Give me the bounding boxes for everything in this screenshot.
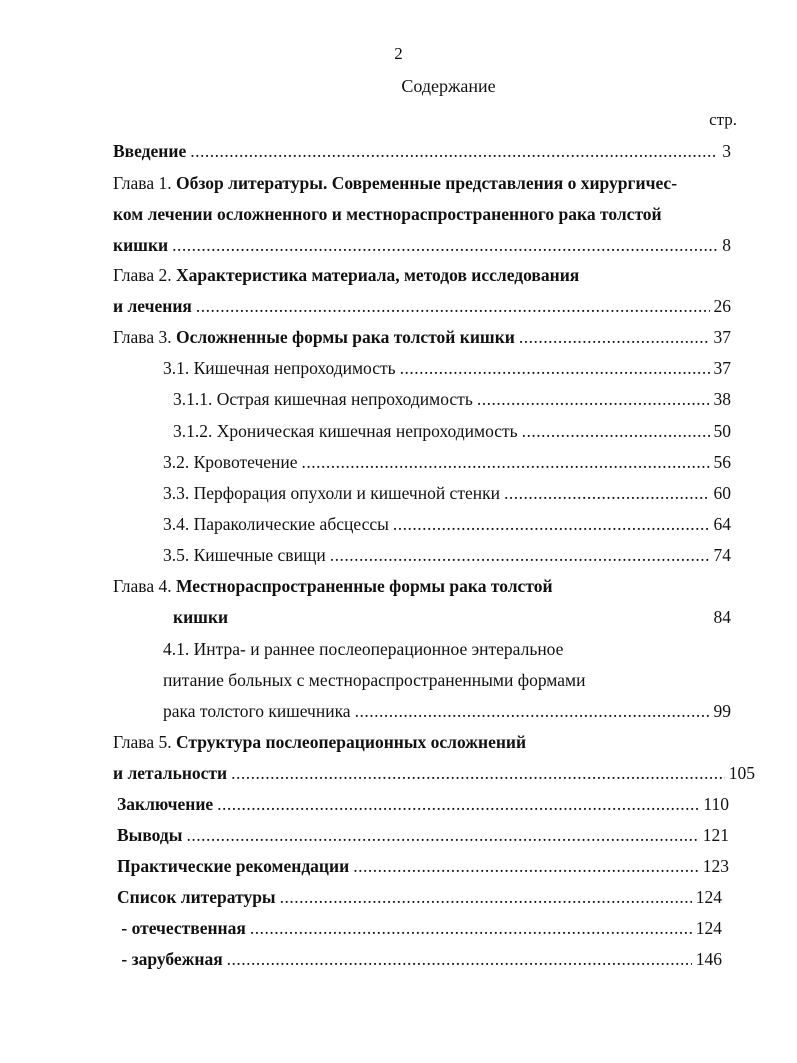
toc-label: - зарубежная [117,949,223,969]
toc-page: 38 [713,389,731,409]
toc-entry-3-2[interactable] [163,450,731,474]
toc-label: Местнораспространенные формы рака толстой [175,576,553,596]
toc-entry-chapter-2-line-2[interactable] [113,294,731,318]
toc-label: Список литературы [117,887,276,907]
toc-label: Выводы [117,825,183,845]
toc-entry-3-4[interactable] [163,512,731,536]
toc-leader [196,294,710,318]
toc-page: 110 [703,794,729,814]
toc-entry-recommendations[interactable] [117,854,729,878]
toc-entry-3-1[interactable] [163,356,731,380]
toc-entry-intro[interactable] [113,139,731,163]
toc-label: 3.1. Кишечная непроходимость [163,358,396,378]
toc-label: Введение [113,141,187,161]
toc-page: 74 [713,545,731,565]
toc-leader [393,512,710,536]
toc-leader [519,325,710,349]
toc-label: рака толстого кишечника [163,701,351,721]
toc-label: кишки [113,235,169,255]
toc-chapter-prefix: Глава 5. [113,732,176,752]
toc-leader [504,481,710,505]
toc-page: 105 [728,763,755,783]
toc-page: 26 [713,296,731,316]
page-number: 2 [394,44,403,63]
toc-entry-3-5[interactable] [163,543,731,567]
toc-chapter-prefix: Глава 3. [113,327,176,347]
toc-label: Характеристика материала, методов исследования [175,265,580,285]
toc-entry-conclusion[interactable] [117,792,729,816]
toc-leader [522,419,710,443]
toc-leader [330,543,710,567]
toc-leader [477,387,710,411]
toc-leader [355,699,710,723]
toc-label: - отечественная [117,918,246,938]
toc-label: Практические рекомендации [117,856,350,876]
toc-leader [400,356,710,380]
toc-entry-chapter-1-line-1[interactable] [113,171,677,195]
page-column-label: стр. [709,110,737,129]
toc-page: 37 [713,327,731,347]
toc-label: ком лечении осложненного и местнораспространенного рака толстой [113,204,662,224]
toc-entry-4-1-line-3[interactable] [163,699,731,723]
toc-label: 3.5. Кишечные свищи [163,545,326,565]
toc-label: питание больных с местнораспространенными формами [163,670,586,690]
toc-entry-chapter-1-line-3[interactable] [113,233,731,257]
toc-page: 84 [713,607,731,627]
toc-label: 3.4. Параколические абсцессы [163,514,389,534]
toc-label: 3.1.2. Хроническая кишечная непроходимость [173,421,518,441]
toc-leader [353,854,699,878]
toc-leader [302,450,710,474]
toc-leader [217,792,699,816]
toc-entry-chapter-3[interactable] [113,325,731,349]
toc-chapter-prefix: Глава 1. [113,173,176,193]
toc-leader [280,885,692,909]
toc-label: Обзор литературы. Современные представления о хирургичес- [175,173,678,193]
toc-label: 4.1. Интра- и раннее послеоперационное энтеральное [163,639,564,659]
toc-entry-chapter-4-line-1[interactable] [113,574,553,598]
toc-label: 3.1.1. Острая кишечная непроходимость [173,389,473,409]
page-title: Содержание [401,76,496,96]
toc-leader [250,916,692,940]
toc-page: 3 [722,141,731,161]
toc-entry-chapter-5-line-2[interactable] [113,761,755,785]
toc-page: 124 [695,887,722,907]
toc-label: и летальности [113,763,228,783]
toc-page: 123 [702,856,729,876]
toc-entry-references-foreign[interactable] [117,947,722,971]
toc-page: 121 [702,825,729,845]
toc-label: Осложненные формы рака толстой кишки [175,327,515,347]
toc-label: 3.3. Перфорация опухоли и кишечной стенки [163,483,500,503]
toc-entry-4-1-line-2 [163,668,585,692]
toc-page: 146 [695,949,722,969]
toc-chapter-prefix: Глава 2. [113,265,176,285]
toc-label: Структура послеоперационных осложнений [175,732,527,752]
toc-leader [227,947,692,971]
toc-entry-3-1-2[interactable] [173,419,731,443]
toc-chapter-prefix: Глава 4. [113,576,176,596]
toc-page: 124 [695,918,722,938]
toc-entry-chapter-5-line-1[interactable] [113,730,526,754]
toc-entry-4-1-line-1[interactable] [163,637,563,661]
toc-entry-3-3[interactable] [163,481,731,505]
toc-leader [172,233,718,257]
toc-entry-chapter-2-line-1[interactable] [113,263,579,287]
toc-page: 50 [713,421,731,441]
toc-entry-references-domestic[interactable] [117,916,722,940]
toc-page: 8 [722,235,731,255]
toc-leader [231,761,725,785]
toc-entry-3-1-1[interactable] [173,387,731,411]
toc-entry-findings[interactable] [117,823,729,847]
toc-entry-chapter-1-line-2 [113,202,662,226]
toc-label: и лечения [113,296,192,316]
toc-entry-chapter-4-line-2[interactable] [173,605,731,629]
toc-page: 37 [713,358,731,378]
toc-leader [186,823,698,847]
toc-label: кишки [173,607,229,627]
toc-page: 64 [713,514,731,534]
toc-leader [190,139,718,163]
toc-page: 99 [713,701,731,721]
toc-page: 56 [713,452,731,472]
toc-entry-references[interactable] [117,885,722,909]
toc-label: 3.2. Кровотечение [163,452,298,472]
toc-label: Заключение [117,794,214,814]
toc-page: 60 [713,483,731,503]
